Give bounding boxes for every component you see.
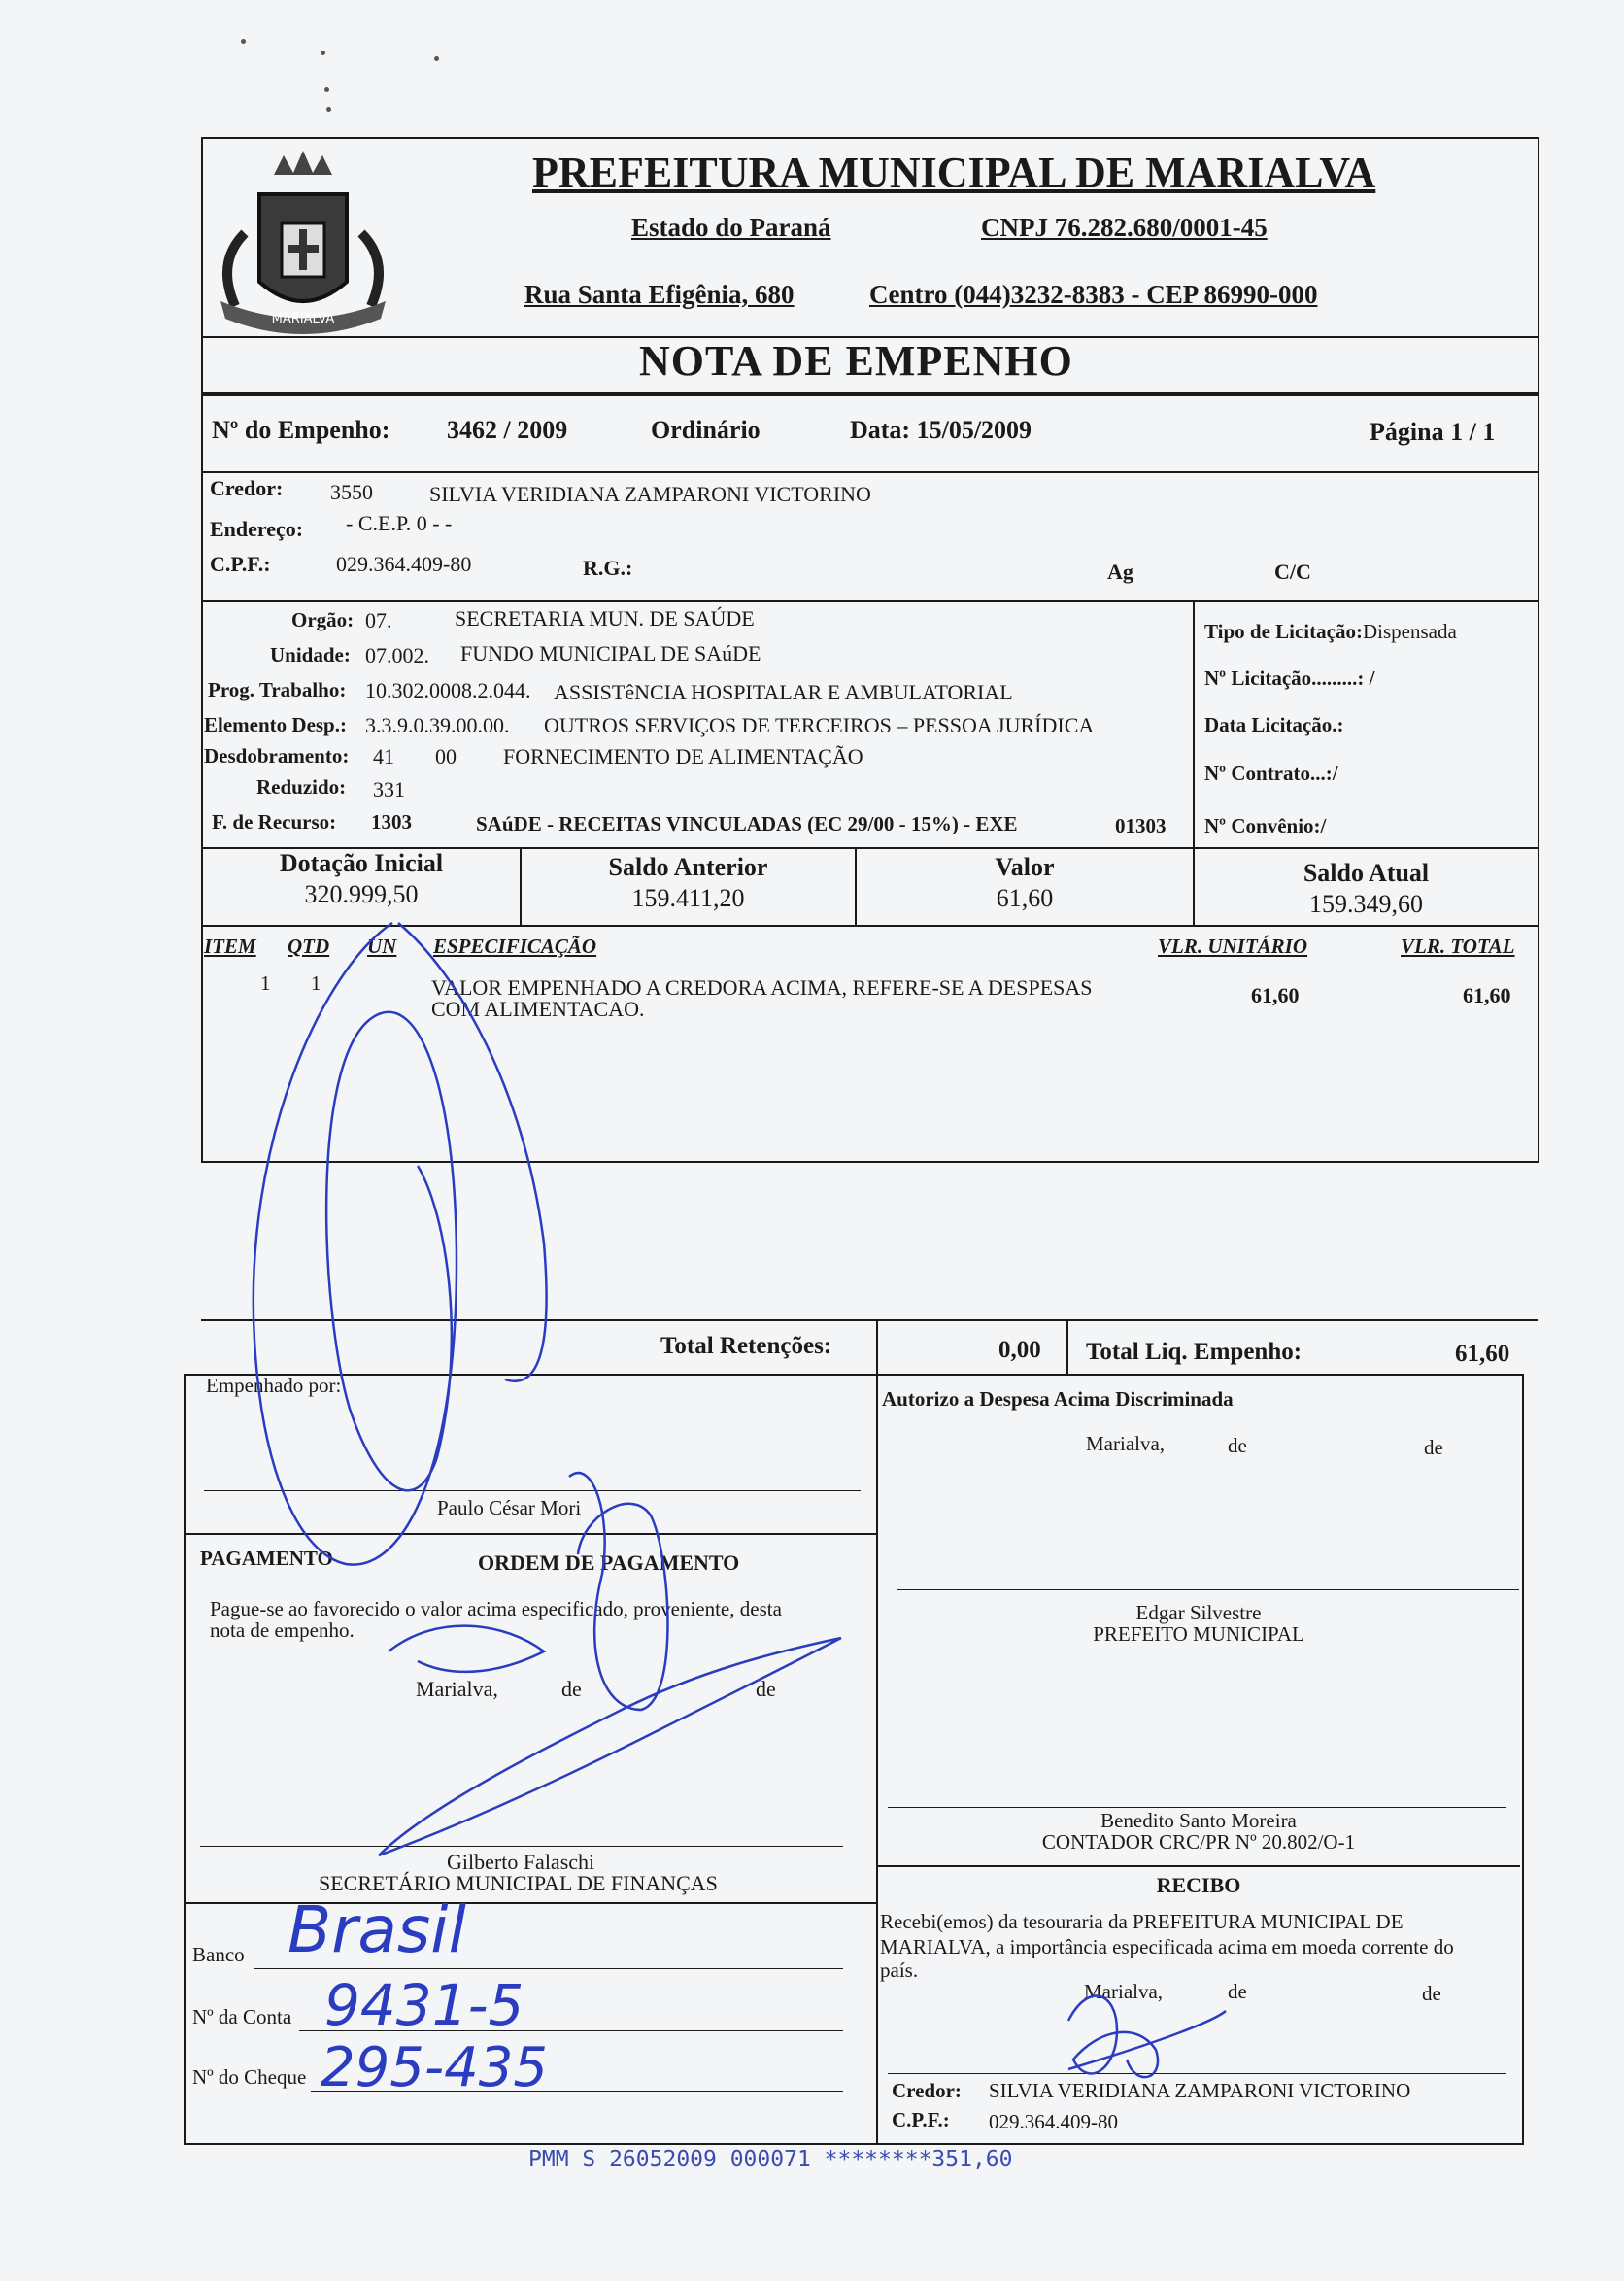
row-desc-line2: COM ALIMENTACAO.	[431, 997, 645, 1021]
recurso-label: F. de Recurso:	[212, 810, 337, 834]
orgao-label: Orgão:	[291, 608, 355, 631]
ordem-signature	[379, 1473, 841, 1855]
endereco-value: - C.E.P. 0 - -	[346, 511, 453, 535]
recibo-signature	[1068, 1996, 1226, 2078]
recibo-city: Marialva,	[1084, 1980, 1164, 2003]
reduzido-value: 331	[373, 777, 405, 801]
retencoes-value: 0,00	[998, 1337, 1041, 1363]
unidade-desc: FUNDO MUNICIPAL DE SAúDE	[460, 641, 761, 665]
col-un: UN	[367, 935, 397, 958]
payment-de1: de	[561, 1677, 582, 1701]
recibo-credor-label: Credor:	[892, 2079, 962, 2102]
mayor-title: PREFEITO MUNICIPAL	[1093, 1622, 1304, 1646]
col-vlr-unitario: VLR. UNITÁRIO	[1158, 935, 1308, 958]
data-licitacao: Data Licitação.:	[1204, 713, 1344, 736]
empenho-date: Data: 15/05/2009	[850, 416, 1032, 444]
pagamento-label: PAGAMENTO	[200, 1547, 333, 1570]
accountant-name: Benedito Santo Moreira	[1100, 1809, 1297, 1832]
svg-text:MARIALVA: MARIALVA	[271, 312, 335, 326]
orgao-desc: SECRETARIA MUN. DE SAÚDE	[455, 606, 755, 630]
payment-de2: de	[756, 1677, 776, 1701]
endereco-label: Endereço:	[210, 517, 304, 541]
conta-handwritten: 9431-5	[324, 1972, 524, 2038]
recibo-de1: de	[1228, 1980, 1247, 2003]
credor-code: 3550	[330, 480, 373, 504]
recibo-de2: de	[1422, 1982, 1441, 2005]
saldo-anterior-label: Saldo Anterior	[608, 853, 768, 881]
agency-label: Ag	[1107, 560, 1133, 584]
falaschi-signature	[389, 1626, 544, 1672]
finance-secretary-title: SECRETÁRIO MUNICIPAL DE FINANÇAS	[319, 1871, 718, 1895]
recibo-cpf-value: 029.364.409-80	[989, 2110, 1118, 2133]
retencoes-label: Total Retenções:	[660, 1333, 832, 1359]
valor-label: Valor	[995, 853, 1055, 881]
autorizo-label: Autorizo a Despesa Acima Discriminada	[882, 1387, 1234, 1411]
large-loop-signature	[254, 923, 547, 1565]
street-address: Rua Santa Efigênia, 680	[524, 280, 795, 309]
desdobramento-desc: FORNECIMENTO DE ALIMENTAÇÃO	[503, 744, 863, 768]
page-number: Página 1 / 1	[1370, 418, 1496, 446]
payment-city: Marialva,	[416, 1677, 498, 1701]
cpf-label: C.P.F.:	[210, 552, 271, 576]
autorizo-city: Marialva,	[1086, 1432, 1166, 1455]
elemento-label: Elemento Desp.:	[204, 713, 347, 736]
reduzido-label: Reduzido:	[256, 775, 347, 799]
tipo-licitacao-value: Dispensada	[1362, 620, 1457, 643]
empenhado-signer: Paulo César Mori	[437, 1496, 582, 1519]
saldo-anterior-value: 159.411,20	[631, 884, 745, 912]
valor-value: 61,60	[996, 884, 1054, 912]
empenhado-por-label: Empenhado por:	[206, 1374, 342, 1397]
unidade-label: Unidade:	[270, 643, 351, 666]
conta-label: Nº da Conta	[192, 2005, 292, 2028]
recibo-line1: Recebi(emos) da tesouraria da PREFEITURA MUNICIPAL DE	[880, 1910, 1404, 1933]
empenho-type: Ordinário	[651, 416, 761, 444]
row-desc-line1: VALOR EMPENHADO A CREDORA ACIMA, REFERE-SE A DESPESAS	[431, 975, 1093, 1000]
total-liquido-label: Total Liq. Empenho:	[1086, 1339, 1303, 1365]
contact-line: Centro (044)3232-8383 - CEP 86990-000	[869, 280, 1318, 309]
saldo-atual-value: 159.349,60	[1309, 890, 1423, 918]
recibo-cpf-label: C.P.F.:	[892, 2108, 950, 2131]
cheque-label: Nº do Cheque	[192, 2065, 307, 2089]
dotacao-label: Dotação Inicial	[279, 849, 444, 877]
banco-label: Banco	[192, 1943, 245, 1966]
prog-label: Prog. Trabalho:	[208, 678, 347, 701]
document-title: NOTA DE EMPENHO	[639, 337, 1073, 385]
recibo-credor-name: SILVIA VERIDIANA ZAMPARONI VICTORINO	[989, 2079, 1411, 2102]
state-label: Estado do Paraná	[631, 213, 831, 242]
autorizo-de2: de	[1424, 1436, 1443, 1459]
ordem-pagamento-title: ORDEM DE PAGAMENTO	[478, 1550, 740, 1575]
col-especificacao: ESPECIFICAÇÃO	[433, 935, 597, 958]
cheque-handwritten: 295-435	[321, 2036, 548, 2099]
desdobramento-a: 41	[373, 744, 394, 768]
unidade-code: 07.002.	[365, 643, 429, 667]
autorizo-de1: de	[1228, 1434, 1247, 1457]
mayor-name: Edgar Silvestre	[1135, 1601, 1262, 1624]
empenho-number: 3462 / 2009	[447, 416, 568, 444]
numero-contrato: Nº Contrato...:/	[1204, 762, 1338, 785]
total-liquido-value: 61,60	[1455, 1341, 1510, 1367]
orgao-code: 07.	[365, 608, 392, 632]
cnpj-label: CNPJ 76.282.680/0001-45	[981, 213, 1268, 242]
recibo-title: RECIBO	[1156, 1873, 1241, 1897]
col-item: ITEM	[204, 935, 256, 958]
recibo-line2: MARIALVA, a importância especificada acima em moeda corrente do	[880, 1935, 1454, 1958]
pague-text-line1: Pague-se ao favorecido o valor acima especificado, proveniente, desta	[210, 1597, 782, 1620]
banco-handwritten: Brasil	[288, 1892, 466, 1967]
accountant-title: CONTADOR CRC/PR Nº 20.802/O-1	[1041, 1830, 1356, 1854]
city-hall-title: PREFEITURA MUNICIPAL DE MARIALVA	[532, 149, 1376, 196]
recibo-line3: país.	[880, 1958, 919, 1982]
row-qtd: 1	[311, 971, 321, 995]
prog-desc: ASSISTêNCIA HOSPITALAR E AMBULATORIAL	[554, 680, 1013, 704]
dotacao-value: 320.999,50	[304, 880, 419, 908]
recurso-code: 1303	[371, 810, 412, 834]
pague-text-line2: nota de empenho.	[210, 1618, 355, 1642]
col-qtd: QTD	[288, 935, 330, 958]
account-label: C/C	[1274, 560, 1311, 584]
numero-licitacao: Nº Licitação.........: /	[1204, 666, 1375, 690]
row-item: 1	[260, 971, 271, 995]
cpf-value: 029.364.409-80	[336, 552, 472, 576]
saldo-atual-label: Saldo Atual	[1303, 859, 1430, 887]
prog-code: 10.302.0008.2.044.	[365, 678, 531, 702]
mechanical-stamp: PMM S 26052009 000071 ********351,60	[528, 2147, 1013, 2172]
col-vlr-total: VLR. TOTAL	[1401, 935, 1515, 958]
elemento-code: 3.3.9.0.39.00.00.	[365, 713, 510, 737]
row-unit-value: 61,60	[1251, 983, 1300, 1007]
recurso-number: 01303	[1115, 814, 1167, 837]
elemento-desc: OUTROS SERVIÇOS DE TERCEIROS – PESSOA JURÍDICA	[544, 713, 1095, 737]
credor-name: SILVIA VERIDIANA ZAMPARONI VICTORINO	[429, 482, 871, 506]
tipo-licitacao-label: Tipo de Licitação:	[1204, 620, 1363, 643]
rg-label: R.G.:	[583, 556, 633, 580]
row-total-value: 61,60	[1463, 983, 1511, 1007]
finance-secretary-name: Gilberto Falaschi	[447, 1850, 595, 1874]
recurso-desc: SAúDE - RECEITAS VINCULADAS (EC 29/00 - 15%) - EXE	[476, 812, 1018, 835]
numero-convenio: Nº Convênio:/	[1204, 814, 1327, 837]
desdobramento-label: Desdobramento:	[204, 744, 350, 767]
empenho-label: Nº do Empenho:	[212, 416, 390, 444]
credor-label: Credor:	[210, 476, 284, 500]
desdobramento-b: 00	[435, 744, 457, 768]
